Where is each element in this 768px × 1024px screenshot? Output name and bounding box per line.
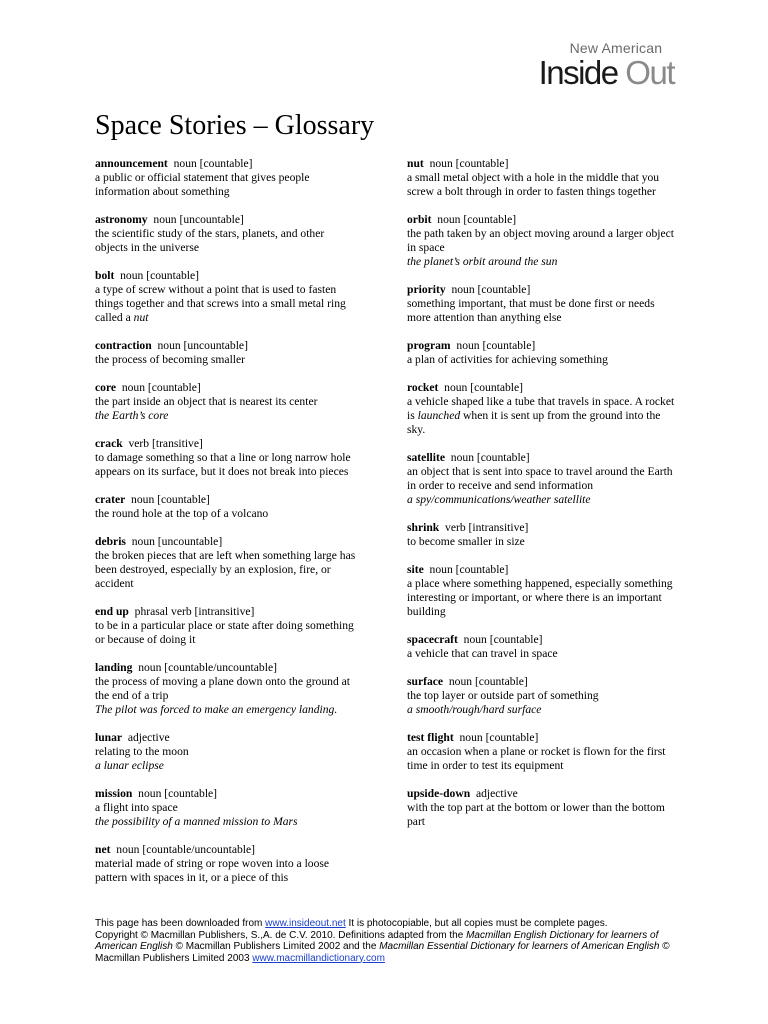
headword: contraction [95, 339, 152, 352]
headword: upside-down [407, 787, 471, 800]
entry-header [95, 493, 357, 507]
footer-text: This page has been downloaded from [95, 918, 266, 929]
definition [407, 647, 677, 661]
glossary-entry [407, 731, 677, 773]
definition-text: a type of screw without a point that is used to fasten things together and that screws into a small metal ring called a [95, 283, 346, 324]
definition [407, 689, 677, 703]
definition [407, 395, 677, 437]
example-sentence: a lunar eclipse [95, 759, 164, 772]
headword: debris [95, 535, 126, 548]
entry-header [407, 451, 677, 465]
headword: orbit [407, 213, 432, 226]
definition [95, 857, 357, 885]
glossary-entry [95, 787, 357, 829]
entry-header [95, 339, 357, 353]
definition-text: a place where something happened, especially something interesting or important, or where there is an important building [407, 577, 673, 618]
headword: announcement [95, 157, 168, 170]
entry-header [95, 157, 357, 171]
definition-text: the broken pieces that are left when something large has been destroyed, especially by an explosion, fire, or accident [95, 549, 356, 590]
entry-header [95, 269, 357, 283]
footer-text: © Macmillan Publishers Limited 2002 and the [172, 941, 380, 952]
brand-word-out: Out [625, 54, 674, 91]
headword: bolt [95, 269, 115, 282]
definition-text: a flight into space [95, 801, 178, 814]
part-of-speech: noun [countable] [456, 339, 536, 352]
brand-word-inside: Inside [538, 54, 618, 91]
headword: crack [95, 437, 123, 450]
headword: site [407, 563, 424, 576]
definition-text: the top layer or outside part of something [407, 689, 599, 702]
insideout-link[interactable]: www.insideout.net [265, 918, 346, 929]
glossary-entry [95, 493, 357, 521]
page-title: Space Stories – Glossary [95, 110, 375, 141]
footer-text: Copyright © Macmillan Publishers, S.,A. de C.V. 2010. Definitions adapted from the [95, 929, 467, 941]
glossary-entry [95, 605, 357, 647]
definition-emphasis: nut [133, 311, 149, 324]
entry-header [407, 213, 677, 227]
headword: mission [95, 787, 133, 800]
headword: program [407, 339, 451, 352]
part-of-speech: verb [intransitive] [445, 521, 529, 534]
entry-header [407, 675, 677, 689]
dictionary-title: Macmillan Essential Dictionary for learners of American English [379, 941, 660, 952]
definition-emphasis: launched [417, 409, 461, 422]
part-of-speech: noun [countable/uncountable] [138, 661, 277, 674]
example-sentence: a smooth/rough/hard surface [407, 703, 542, 716]
definition-text: a public or official statement that gives people information about something [95, 171, 310, 198]
example-sentence: the planet’s orbit around the sun [407, 255, 558, 268]
glossary-entry [95, 381, 357, 423]
definition [95, 549, 357, 591]
entry-header [407, 787, 677, 801]
part-of-speech: noun [countable] [451, 283, 531, 296]
entry-header [407, 633, 677, 647]
example-sentence: the Earth’s core [95, 409, 169, 422]
definition [407, 745, 677, 773]
example-sentence: the possibility of a manned mission to Mars [95, 815, 298, 828]
part-of-speech: noun [countable] [173, 157, 253, 170]
definition-text: the part inside an object that is nearest its center [95, 395, 318, 408]
definition [95, 171, 357, 199]
definition [407, 801, 677, 829]
entry-header [407, 283, 677, 297]
definition-text: a small metal object with a hole in the middle that you screw a bolt through in order to fasten things together [407, 171, 660, 198]
entry-header [407, 157, 677, 171]
glossary-column-left [95, 157, 357, 899]
part-of-speech: noun [countable] [444, 381, 524, 394]
definition [407, 353, 677, 367]
part-of-speech: phrasal verb [intransitive] [134, 605, 255, 618]
entry-header [407, 563, 677, 577]
definition-text: to be in a particular place or state after doing something or because of doing it [95, 619, 354, 646]
glossary-entry [407, 521, 677, 549]
definition [407, 465, 677, 493]
example-sentence: a spy/communications/weather satellite [407, 493, 591, 506]
entry-header [95, 787, 357, 801]
glossary-entry [95, 157, 357, 199]
glossary-entry [95, 437, 357, 479]
dictionary-title: Macmillan English Dictionary for learners of American English [95, 929, 659, 952]
definition-text: the process of moving a plane down onto the ground at the end of a trip [95, 675, 351, 702]
definition [95, 507, 357, 521]
headword: rocket [407, 381, 439, 394]
headword: surface [407, 675, 444, 688]
brand-subtitle: New American [569, 40, 663, 56]
entry-header [407, 731, 677, 745]
headword: test flight [407, 731, 454, 744]
headword: core [95, 381, 117, 394]
glossary-entry [407, 787, 677, 829]
part-of-speech: noun [countable] [131, 493, 210, 506]
entry-header [95, 661, 357, 675]
definition [95, 675, 357, 703]
part-of-speech: noun [countable] [459, 731, 539, 744]
brand-logo [539, 40, 674, 90]
definition-text: a vehicle shaped like a tube that travels in space. A rocket is [407, 395, 675, 422]
definition-text: the scientific study of the stars, planets, and other objects in the universe [95, 227, 325, 254]
entry-header [407, 339, 677, 353]
footer-text: © Macmillan Publishers Limited 2003 [95, 941, 670, 964]
part-of-speech: noun [countable] [138, 787, 218, 800]
definition [95, 745, 357, 759]
entry-header [95, 605, 357, 619]
glossary-entry [407, 563, 677, 619]
definition [95, 619, 357, 647]
headword: satellite [407, 451, 445, 464]
part-of-speech: noun [countable] [429, 563, 509, 576]
part-of-speech: noun [countable] [448, 675, 528, 688]
definition-text: the round hole at the top of a volcano [95, 507, 269, 520]
glossary-entry [407, 451, 677, 507]
glossary-entry [95, 213, 357, 255]
part-of-speech: noun [uncountable] [131, 535, 223, 548]
definition-text: an occasion when a plane or rocket is flown for the first time in order to test its equipment [407, 745, 666, 772]
definition [95, 227, 357, 255]
definition-text: a plan of activities for achieving something [407, 353, 608, 366]
definition-text: an object that is sent into space to travel around the Earth in order to receive and send information [407, 465, 673, 492]
entry-header [95, 213, 357, 227]
part-of-speech: noun [countable] [437, 213, 517, 226]
definition [95, 801, 357, 815]
entry-header [95, 437, 357, 451]
definition-text: something important, that must be done first or needs more attention than anything else [407, 297, 655, 324]
glossary-column-right [407, 157, 677, 843]
headword: spacecraft [407, 633, 458, 646]
footer-download-notice [95, 918, 685, 930]
glossary-entry [95, 843, 357, 885]
definition [95, 353, 357, 367]
definition [95, 283, 357, 325]
part-of-speech: noun [countable] [120, 269, 199, 282]
glossary-entry [95, 535, 357, 591]
glossary-entry [407, 381, 677, 437]
glossary-entry [407, 157, 677, 199]
part-of-speech: verb [transitive] [128, 437, 203, 450]
entry-header [95, 843, 357, 857]
entry-header [95, 535, 357, 549]
glossary-entry [95, 661, 357, 717]
definition-text: the process of becoming smaller [95, 353, 246, 366]
entry-header [407, 381, 677, 395]
definition [95, 451, 357, 479]
glossary-entry [407, 633, 677, 661]
glossary-entry [95, 269, 357, 325]
part-of-speech: noun [uncountable] [153, 213, 244, 226]
macmillan-dictionary-link[interactable]: www.macmillandictionary.com [252, 952, 385, 964]
definition-text: with the top part at the bottom or lower than the bottom part [407, 801, 665, 828]
headword: landing [95, 661, 133, 674]
glossary-entry [407, 339, 677, 367]
part-of-speech: adjective [127, 731, 170, 744]
glossary-entry [95, 339, 357, 367]
page-footer [95, 918, 685, 964]
brand-wordmark [539, 56, 674, 90]
headword: lunar [95, 731, 123, 744]
glossary-entry [95, 731, 357, 773]
footer-copyright [95, 930, 685, 965]
definition [407, 227, 677, 255]
definition-text: to become smaller in size [407, 535, 525, 548]
part-of-speech: noun [countable] [429, 157, 509, 170]
definition [407, 171, 677, 199]
footer-text: It is photocopiable, but all copies must be complete pages. [345, 918, 608, 929]
headword: shrink [407, 521, 440, 534]
part-of-speech: noun [countable] [121, 381, 201, 394]
definition-text: material made of string or rope woven into a loose pattern with spaces in it, or a piece of this [95, 857, 330, 884]
part-of-speech: noun [countable/uncountable] [116, 843, 256, 856]
headword: crater [95, 493, 126, 506]
headword: net [95, 843, 111, 856]
headword: astronomy [95, 213, 148, 226]
part-of-speech: noun [uncountable] [157, 339, 248, 352]
headword: priority [407, 283, 446, 296]
definition [407, 297, 677, 325]
headword: end up [95, 605, 129, 618]
definition-text: to damage something so that a line or long narrow hole appears on its surface, but it does not break into pieces [95, 451, 351, 478]
glossary-entry [407, 675, 677, 717]
definition-text: a vehicle that can travel in space [407, 647, 558, 660]
definition [95, 395, 357, 409]
part-of-speech: noun [countable] [463, 633, 543, 646]
definition-text: the path taken by an object moving around a larger object in space [407, 227, 674, 254]
example-sentence: The pilot was forced to make an emergency landing. [95, 703, 338, 716]
headword: nut [407, 157, 424, 170]
part-of-speech: noun [countable] [450, 451, 530, 464]
definition [407, 535, 677, 549]
definition [407, 577, 677, 619]
part-of-speech: adjective [475, 787, 518, 800]
glossary-entry [407, 213, 677, 269]
definition-text: when it is sent up from the ground into the sky. [407, 409, 661, 436]
entry-header [407, 521, 677, 535]
entry-header [95, 381, 357, 395]
definition-text: relating to the moon [95, 745, 189, 758]
entry-header [95, 731, 357, 745]
glossary-entry [407, 283, 677, 325]
